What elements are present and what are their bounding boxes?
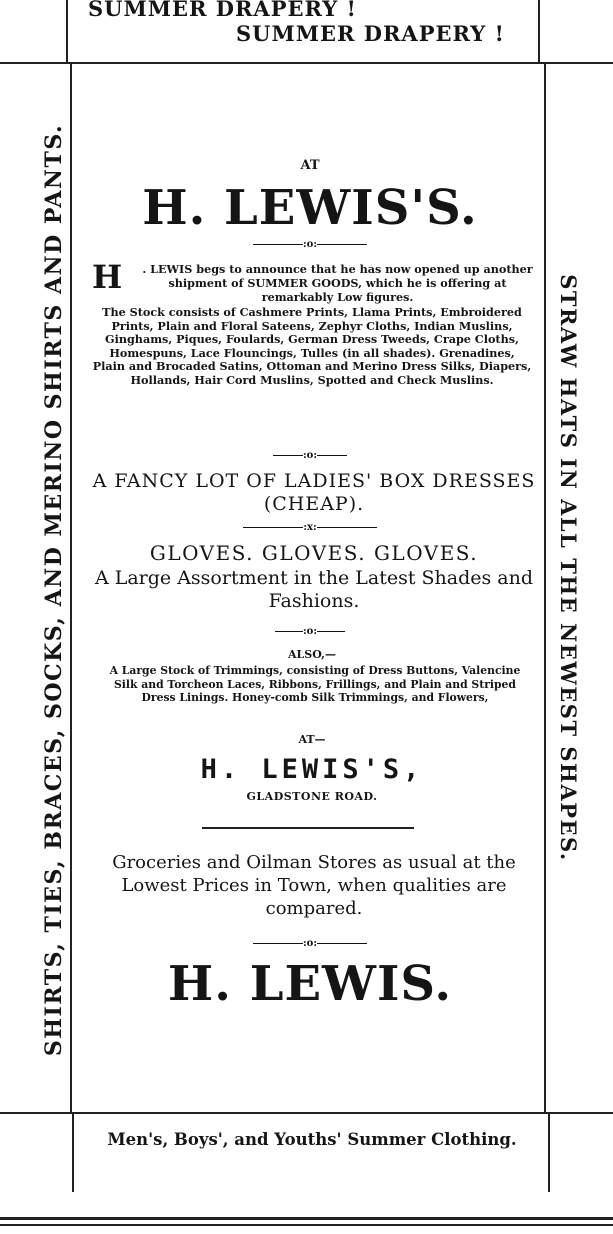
frame-rule [0,1217,613,1220]
frame-rule [548,1112,550,1192]
at-label-2: AT— [298,733,326,746]
also-label: ALSO,— [288,648,336,661]
frame-rule [72,1112,74,1192]
left-side-text: SHIRTS, TIES, BRACES, SOCKS, AND MERINO SHIRTS AND PANTS. [41,123,67,1057]
at-label: AT [300,158,320,173]
separator-mark: :o: [302,938,318,949]
separator [90,626,530,637]
right-side-text: STRAW HATS IN ALL THE NEWEST SHAPES. [556,274,581,862]
separator [90,239,530,250]
separator [90,938,530,949]
footer-text: Men's, Boys', and Youths' Summer Clothing. [107,1130,517,1149]
frame-rule [538,0,540,62]
stock-list: The Stock consists of Cashmere Prints, Llama Prints, Embroidered Prints, Plain and Floral Sateens, Zephyr Cloths, Indian Muslins, Ginghams, Piques, Foulards, German Dress Tweeds, Crape Cloths, Homespuns, Lace Flouncings, Tulles (in all shades). Grenadines, Plain and Brocaded Satins, Ottoman and Merino Dress Silks, Diapers, Hollands, Hair Cord Muslins, Spotted and Check Muslins. [92,305,532,387]
assortment-text: A Large Assortment in the Latest Shades and Fashions. [94,567,534,612]
frame-rule [66,0,68,62]
frame-rule [70,62,72,1112]
frame-rule [0,1224,613,1226]
gloves-heading: GLOVES. GLOVES. GLOVES. [149,541,479,565]
header-line-1: SUMMER DRAPERY ! [88,0,357,21]
frame-rule [0,1112,613,1114]
frame-rule [544,62,546,1112]
separator [90,450,530,461]
groceries-text: Groceries and Oilman Stores as usual at the Lowest Prices in Town, when qualities are compared. [112,852,516,919]
frame-rule [0,62,613,64]
road-address: GLADSTONE ROAD. [246,790,378,803]
drop-cap: H [92,258,123,296]
shop-name-heading: H. LEWIS'S. [142,180,478,236]
separator-mark: :x: [303,522,317,533]
fancy-lot-heading: A FANCY LOT OF LADIES' BOX DRESSES (CHEAP). [92,470,536,515]
signature-heading: H. LEWIS. [167,956,453,1012]
separator-mark: :o: [302,450,318,461]
separator [90,522,530,533]
shop-name-2: H. LEWIS'S, [200,754,424,785]
header-line-2: SUMMER DRAPERY ! [236,21,505,46]
divider-rule [202,827,414,829]
separator-mark: :o: [302,239,318,250]
separator-mark: :o: [302,626,318,637]
trimmings-text: A Large Stock of Trimmings, consisting of Dress Buttons, Valencine Silk and Torcheon Laces, Ribbons, Frillings, and Plain and Striped Dress Linings. Honey-comb Silk Trimmings, and Flowers, [109,664,521,704]
announcement-text: . LEWIS begs to announce that he has now opened up another shipment of SUMMER GOODS, which he is offering at remarkably Low figures. [142,262,533,304]
